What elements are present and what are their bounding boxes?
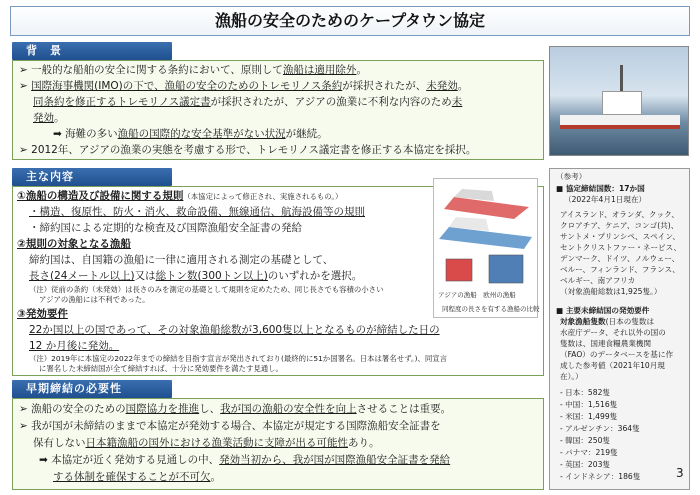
ref-country-item: - 英国：203隻 bbox=[560, 460, 611, 469]
bg-line4: 発効 bbox=[33, 112, 54, 124]
ref-country-item: - 韓国：250隻 bbox=[560, 436, 611, 445]
bg-line3-b: が採択されたが、アジアの漁業に不利な内容のため bbox=[210, 96, 452, 108]
background-heading: 背 景 bbox=[12, 42, 172, 60]
ref-countries-5: デンマーク、ドイツ、ノルウェー、 bbox=[560, 254, 680, 263]
ref-countries-7: ベルギー、南アフリカ bbox=[560, 276, 636, 285]
bg-line5-a: ➡ 海難の多い bbox=[53, 128, 118, 140]
nec-line1-c: し、 bbox=[199, 403, 221, 415]
bg-line4-b: 。 bbox=[54, 112, 65, 124]
ref-country-item: - アルゼンチン：364隻 bbox=[560, 424, 640, 433]
necessity-box bbox=[12, 398, 544, 490]
ref-note-2: 水産庁データ、それ以外の国の bbox=[560, 328, 666, 337]
rule2-note2: アジアの漁船には不利であった。 bbox=[39, 295, 150, 304]
ref-countries-3: サントメ・プリンシペ、スペイン、 bbox=[560, 232, 680, 241]
bg-line1-b: 漁船は適用除外 bbox=[282, 64, 357, 76]
boat-comparison-drawing bbox=[434, 179, 537, 289]
fishing-ship-photo bbox=[549, 46, 689, 156]
ref-vessel-count-label: 対象漁船隻数 bbox=[560, 317, 606, 326]
ref-countries-2: クロアチア、ケニア、コンゴ(共)、 bbox=[560, 221, 679, 230]
nec-line1-d: 我が国の漁船の安全性を向上 bbox=[220, 403, 357, 415]
nec-line3-b: 日本籍漁船の国外における漁業活動に支障が出る可能性 bbox=[85, 437, 348, 449]
rule1-note: （本協定によって修正され、実施されるもの。） bbox=[183, 192, 343, 201]
ship-mast-shape bbox=[620, 65, 623, 93]
rule2-or: 又は bbox=[134, 270, 156, 282]
rule2-length: 長さ(24メートル以上) bbox=[29, 270, 135, 282]
page-number: 3 bbox=[676, 466, 684, 480]
ref-note-3: 隻数は、国連食糧農業機関 bbox=[560, 339, 652, 348]
rule1-item2: ・締約国による定期的な検査及び国際漁船安全証書の発給 bbox=[29, 222, 302, 234]
ref-country-item: - 米国：1,499隻 bbox=[560, 412, 618, 421]
ref-signatory-count: ■ 協定締結国数：17か国 bbox=[556, 184, 645, 193]
bg-line6: ➢ 2012年、アジアの漁業の実態を考慮する形で、トレモリノス議定書を修正する本協定を採択。 bbox=[19, 144, 477, 156]
page-title-bar bbox=[10, 6, 690, 36]
rule3-note2: に署名した未締結国が全て締結すれば、十分に発効要件を満たす見通し。 bbox=[39, 364, 283, 373]
main-content-heading: 主な内容 bbox=[12, 168, 172, 186]
rule3-note1: （注）2019年に本協定の2022年までの締結を目指す宣言が発出されており(最終的に51か国署名。日本は署名せず。)、同宣言 bbox=[29, 354, 448, 363]
ref-countries-4: セントクリストファー・ネービス、 bbox=[560, 243, 682, 252]
ref-countries-1: アイスランド、オランダ、クック、 bbox=[560, 210, 679, 219]
ref-country-item: - 日本：582隻 bbox=[560, 388, 611, 397]
nec-line4-b: 発効当初から、我が国が国際漁船安全証書を発給 bbox=[219, 454, 451, 466]
rule3-text2: 12 か月後に発効。 bbox=[29, 340, 120, 352]
rule2-heading: ②規則の対象となる漁船 bbox=[17, 238, 131, 250]
ref-country-item: - パナマ：219隻 bbox=[560, 448, 618, 457]
necessity-heading: 早期締結の必要性 bbox=[12, 380, 172, 398]
ref-country-item: - インドネシア：186隻 bbox=[560, 472, 641, 481]
ref-label: （参考） bbox=[556, 172, 587, 181]
bg-line2-e: 。 bbox=[457, 80, 469, 92]
illus-caption-boats: アジアの漁船 欧州の漁船 bbox=[438, 291, 516, 299]
nec-line1-a: ➢ 漁船の安全のための bbox=[19, 403, 126, 415]
nec-line5: する体制を確保することが不可欠 bbox=[53, 471, 211, 483]
nec-line3-c: あり。 bbox=[348, 437, 380, 449]
ref-requirement-heading: ■ 主要未締結国の発効要件 bbox=[556, 306, 650, 315]
page-title: 漁船の安全のためのケープタウン協定 bbox=[214, 11, 486, 30]
ref-date: （2022年4月1日現在） bbox=[564, 195, 647, 204]
nec-line1-b: 国際協力を推進 bbox=[125, 403, 200, 415]
rule2-text1: 締約国は、自国籍の漁船に一律に適用される測定の基礎として、 bbox=[29, 254, 334, 266]
rule3-heading: ③発効要件 bbox=[17, 308, 68, 320]
nec-line5-b: 。 bbox=[210, 471, 221, 483]
nec-line2: ➢ 我が国が未締結のままで本協定が発効する場合、本協定が規定する国際漁船安全証書を bbox=[19, 420, 441, 432]
nec-line3-a: 保有しない bbox=[33, 437, 86, 449]
illus-caption-compare: 同程度の長さを有する漁船の比較 bbox=[442, 305, 540, 313]
rule2-select: のいずれかを選択。 bbox=[267, 270, 363, 282]
ref-note-1: (日本の隻数は bbox=[605, 317, 655, 326]
rule1-heading: ①漁船の構造及び設備に関する規則 bbox=[17, 190, 184, 202]
bg-line1-c: 。 bbox=[356, 64, 367, 76]
ref-vessel-total: （対象漁船総数は1,925隻。） bbox=[560, 287, 662, 296]
bg-line3-a: 同条約を修正するトレモリノス議定書 bbox=[33, 96, 211, 108]
rule3-text1: 22か国以上の国であって、その対象漁船総数が3,600隻以上となるものが締結した日の bbox=[29, 324, 440, 336]
ship-hull-shape bbox=[560, 115, 680, 129]
bg-line2-c: が採択されたが、 bbox=[342, 80, 427, 92]
rule1-item1: ・構造、復原性、防火・消火、救命設備、無線通信、航海設備等の規則 bbox=[29, 206, 365, 218]
bg-line1-a: ➢ 一般的な船舶の安全に関する条約において、原則して bbox=[19, 64, 283, 76]
bg-line2-b: 国際海事機関(IMO)の下で、漁船の安全のためのトレモリノス条約 bbox=[31, 80, 343, 92]
ref-countries-6: ベルー、フィンランド、フランス、 bbox=[560, 265, 680, 274]
bg-line5-b: 漁船の国際的な安全基準がない状況 bbox=[117, 128, 286, 140]
nec-line1-e: させることは重要。 bbox=[356, 403, 452, 415]
reference-panel bbox=[549, 168, 690, 490]
background-box bbox=[12, 60, 544, 160]
ship-cabin-shape bbox=[602, 91, 642, 115]
rule2-tonnage: 総トン数(300トン以上) bbox=[155, 270, 268, 282]
ref-country-item: - 中国：1,516隻 bbox=[560, 400, 618, 409]
ref-note-5: 成した参考値（2021年10月現 bbox=[560, 361, 665, 370]
ref-note-4: （FAO）のデータベースを基に作 bbox=[560, 350, 674, 359]
ref-note-6: 在）。） bbox=[560, 372, 583, 381]
bg-line2-a: ➢ bbox=[19, 80, 32, 92]
bg-line3-c: 未 bbox=[451, 96, 463, 108]
bg-line5-c: が継続。 bbox=[285, 128, 328, 140]
asian-boat-shape bbox=[444, 197, 529, 219]
nec-line4-a: ➡ 本協定が近く発効する見通しの中、 bbox=[39, 454, 220, 466]
rule2-note1: （注）従前の条約（未発効）は長さのみを測定の基礎として規則を定めたため、同じ長さでも容積の小さい bbox=[29, 285, 384, 294]
boat-comparison-illustration bbox=[433, 178, 538, 318]
bg-line2-d: 未発効 bbox=[426, 80, 458, 92]
